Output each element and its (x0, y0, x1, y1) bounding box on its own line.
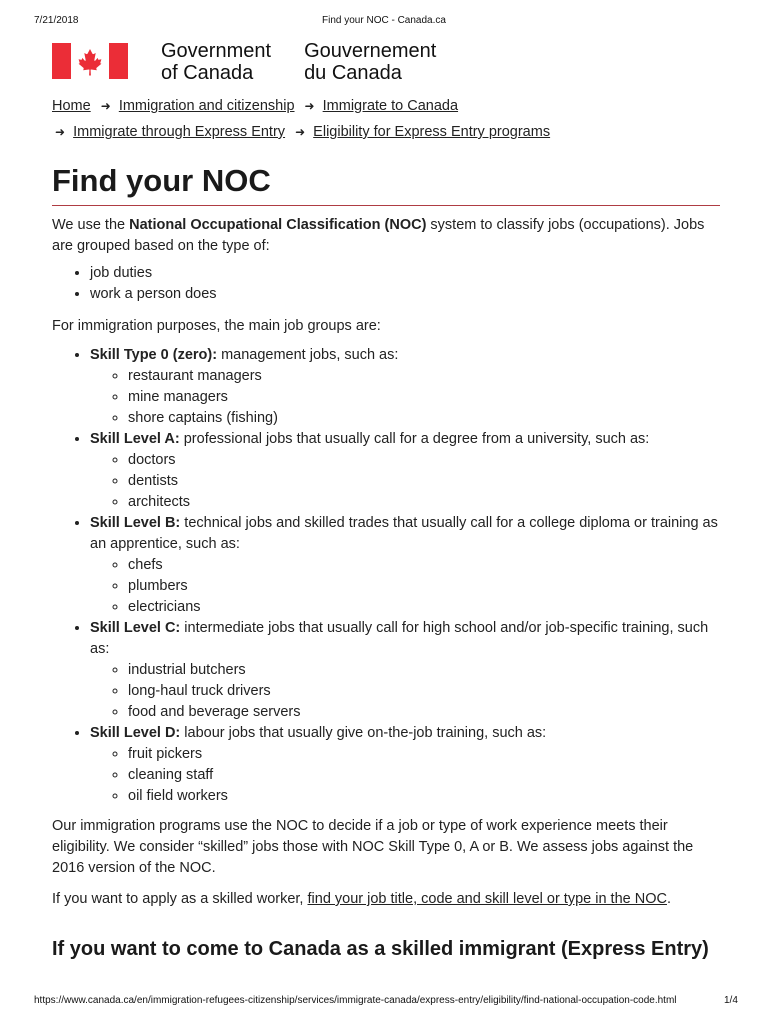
job-group-skill-level-a (90, 429, 720, 513)
group-label: Skill Level D: (90, 725, 181, 741)
wordmark-fr-line1: Gouvernement (304, 40, 437, 62)
list-item: ◦ dentists (128, 471, 720, 492)
group-description: professional jobs that usually call for a degree from a university, such as: (179, 431, 650, 447)
list-item: ◦ architects (128, 492, 720, 513)
list-item: • work a person does (90, 284, 720, 305)
government-of-canada-wordmark-en (161, 40, 271, 84)
wordmark-en-line1: Government (161, 40, 272, 62)
print-page-number: 1/4 (724, 995, 738, 1006)
group-label: Skill Level A: (90, 431, 180, 447)
list-item: • job duties (90, 263, 720, 284)
group-description: management jobs, such as: (217, 347, 399, 363)
arrow-right-icon: ➜ (55, 125, 66, 139)
government-of-canada-wordmark-fr (304, 40, 436, 84)
breadcrumb-row-1 (52, 93, 720, 119)
intro-paragraph (52, 215, 720, 257)
group-label: Skill Level B: (90, 515, 181, 531)
list-item: ◦ chefs (128, 555, 720, 576)
print-url: https://www.canada.ca/en/immigration-refugees-citizenship/services/immigrate-canada/express-entry/eligibility/find-national-occupation-code.html (34, 995, 677, 1006)
list-item: ◦ shore captains (fishing) (128, 408, 720, 429)
group-description: technical jobs and skilled trades that usually call for a college diploma or training as an apprentice, such as: (90, 515, 718, 552)
intro-bold-term: National Occupational Classification (NOC) (129, 217, 427, 233)
list-item: ◦ oil field workers (128, 786, 720, 807)
examples-list (90, 450, 720, 513)
print-date: 7/21/2018 (34, 15, 79, 26)
print-page-title: Find your NOC - Canada.ca (322, 15, 446, 26)
print-header (0, 15, 768, 29)
arrow-right-icon: ➜ (295, 125, 306, 139)
examples-list (90, 366, 720, 429)
job-group-skill-type-0 (90, 345, 720, 429)
job-group-skill-level-d (90, 723, 720, 807)
government-header (52, 40, 720, 88)
main-content (52, 40, 720, 960)
eligibility-paragraph: Our immigration programs use the NOC to decide if a job or type of work experience meets their eligibility. We consider “skilled” jobs those with NOC Skill Type 0, A or B. We assess jobs against the 2016 version of the NOC. (52, 818, 694, 876)
breadcrumb-row-2 (52, 119, 720, 145)
examples-list (90, 660, 720, 723)
breadcrumb-link-express-entry[interactable]: Immigrate through Express Entry (73, 124, 286, 140)
breadcrumb-link-immigration-citizenship[interactable]: Immigration and citizenship (118, 98, 295, 114)
page-title: Find your NOC (52, 163, 720, 206)
group-description: labour jobs that usually give on-the-job training, such as: (180, 725, 547, 741)
examples-list (90, 555, 720, 618)
list-item: ◦ restaurant managers (128, 366, 720, 387)
canada-flag-icon[interactable] (52, 43, 128, 79)
list-item: ◦ plumbers (128, 576, 720, 597)
job-group-skill-level-b (90, 513, 720, 618)
apply-paragraph (52, 889, 720, 910)
group-label: Skill Type 0 (zero): (90, 347, 218, 363)
job-type-list (52, 263, 720, 305)
breadcrumb-link-eligibility[interactable]: Eligibility for Express Entry programs (313, 124, 551, 140)
job-groups-list (52, 345, 720, 807)
list-item: ◦ food and beverage servers (128, 702, 720, 723)
apply-prefix: If you want to apply as a skilled worker, (52, 891, 308, 907)
find-noc-link[interactable]: find your job title, code and skill level or type in the NOC (307, 891, 667, 907)
intro-suffix: system to classify jobs (occupations). Jobs are grouped based on the type of: (52, 217, 705, 254)
breadcrumb (52, 93, 720, 145)
list-item: ◦ long-haul truck drivers (128, 681, 720, 702)
intro-prefix: We use the (52, 217, 130, 233)
arrow-right-icon: ➜ (100, 99, 111, 113)
list-item: ◦ mine managers (128, 387, 720, 408)
group-label: Skill Level C: (90, 620, 181, 636)
groups-intro: For immigration purposes, the main job groups are: (52, 318, 381, 334)
list-item: ◦ doctors (128, 450, 720, 471)
wordmark-fr-line2: du Canada (304, 62, 402, 84)
examples-list (90, 744, 720, 807)
group-description: intermediate jobs that usually call for high school and/or job-specific training, such as: (90, 620, 709, 657)
apply-suffix: . (666, 891, 671, 907)
list-item: ◦ industrial butchers (128, 660, 720, 681)
breadcrumb-link-immigrate-to-canada[interactable]: Immigrate to Canada (322, 98, 459, 114)
wordmark-en-line2: of Canada (161, 62, 254, 84)
section-heading-express-entry: If you want to come to Canada as a skilled immigrant (Express Entry) (52, 938, 709, 960)
arrow-right-icon: ➜ (304, 99, 315, 113)
list-item: ◦ electricians (128, 597, 720, 618)
breadcrumb-link-home[interactable]: Home (52, 98, 91, 114)
job-group-skill-level-c (90, 618, 720, 723)
list-item: ◦ fruit pickers (128, 744, 720, 765)
list-item: ◦ cleaning staff (128, 765, 720, 786)
